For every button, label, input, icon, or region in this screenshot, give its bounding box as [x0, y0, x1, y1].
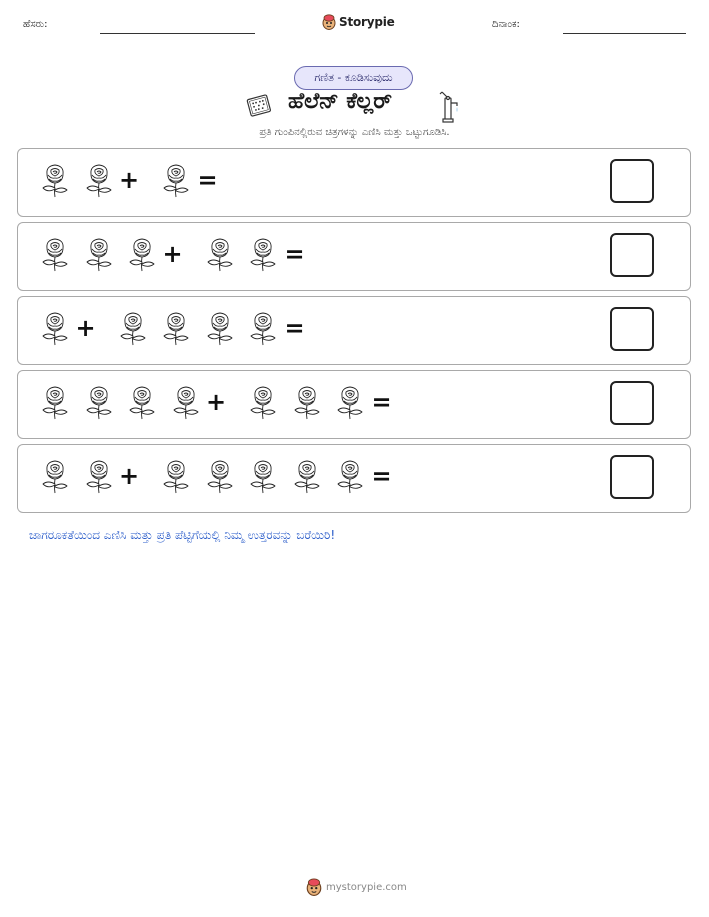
equals-sign: = — [284, 314, 305, 342]
rose-icon — [39, 311, 71, 347]
rose-icon — [126, 237, 158, 273]
rose-icon — [204, 237, 236, 273]
rose-icon — [170, 385, 202, 421]
answer-box[interactable] — [610, 381, 654, 425]
rose-icon — [204, 311, 236, 347]
plus-sign: + — [206, 388, 227, 416]
plus-sign: + — [119, 462, 140, 490]
rose-icon — [334, 385, 366, 421]
problem-row — [17, 222, 691, 291]
date-label: ದಿನಾಂಕ: — [492, 19, 520, 30]
answer-box[interactable] — [610, 307, 654, 351]
rose-icon — [160, 459, 192, 495]
rose-icon — [39, 385, 71, 421]
category-pill: ಗಣಿತ - ಕೂಡಿಸುವುದು — [294, 66, 413, 90]
equals-sign: = — [197, 166, 218, 194]
rose-icon — [204, 459, 236, 495]
rose-icon — [83, 385, 115, 421]
rose-icon — [39, 237, 71, 273]
rose-icon — [247, 459, 279, 495]
braille-book-icon — [246, 94, 272, 118]
storypie-mascot-icon — [306, 878, 322, 896]
instruction-text: ಪ್ರತಿ ಗುಂಪಿನಲ್ಲಿರುವ ಚಿತ್ರಗಳನ್ನು ಎಣಿಸಿ ಮತ್ತು ಒಟ್ಟುಗೂಡಿಸಿ. — [259, 127, 450, 138]
site-footer — [306, 878, 407, 896]
reminder-note: ಜಾಗರೂಕತೆಯಿಂದ ಎಣಿಸಿ ಮತ್ತು ಪ್ರತಿ ಪೆಟ್ಟಿಗೆಯಲ್ಲಿ ನಿಮ್ಮ ಉತ್ತರವನ್ನು ಬರೆಯಿರಿ! — [29, 528, 336, 542]
rose-icon — [83, 237, 115, 273]
rose-icon — [247, 385, 279, 421]
rose-icon — [247, 311, 279, 347]
equals-sign: = — [284, 240, 305, 268]
answer-box[interactable] — [610, 159, 654, 203]
brand-name: Storypie — [339, 15, 395, 29]
rose-icon — [39, 459, 71, 495]
title-row — [240, 88, 470, 126]
date-line[interactable] — [563, 33, 686, 34]
rose-icon — [126, 385, 158, 421]
answer-box[interactable] — [610, 455, 654, 499]
equals-sign: = — [371, 388, 392, 416]
rose-icon — [291, 385, 323, 421]
rose-icon — [83, 163, 115, 199]
storypie-mascot-icon — [322, 14, 336, 30]
rose-icon — [160, 311, 192, 347]
name-line[interactable] — [100, 33, 255, 34]
brand-logo — [322, 14, 395, 30]
rose-icon — [334, 459, 366, 495]
plus-sign: + — [75, 314, 96, 342]
rose-icon — [247, 237, 279, 273]
plus-sign: + — [162, 240, 183, 268]
rose-icon — [291, 459, 323, 495]
problem-row — [17, 444, 691, 513]
problem-row — [17, 370, 691, 439]
rose-icon — [39, 163, 71, 199]
rose-icon — [83, 459, 115, 495]
page-title: ಹೆಲೆನ್ ಕೆಲ್ಲರ್ — [288, 89, 392, 114]
site-url: mystorypie.com — [326, 881, 407, 893]
plus-sign: + — [119, 166, 140, 194]
equals-sign: = — [371, 462, 392, 490]
water-pump-icon — [436, 90, 462, 124]
answer-box[interactable] — [610, 233, 654, 277]
rose-icon — [117, 311, 149, 347]
problem-row — [17, 148, 691, 217]
problem-row — [17, 296, 691, 365]
rose-icon — [160, 163, 192, 199]
name-label: ಹೆಸರು: — [23, 19, 48, 30]
